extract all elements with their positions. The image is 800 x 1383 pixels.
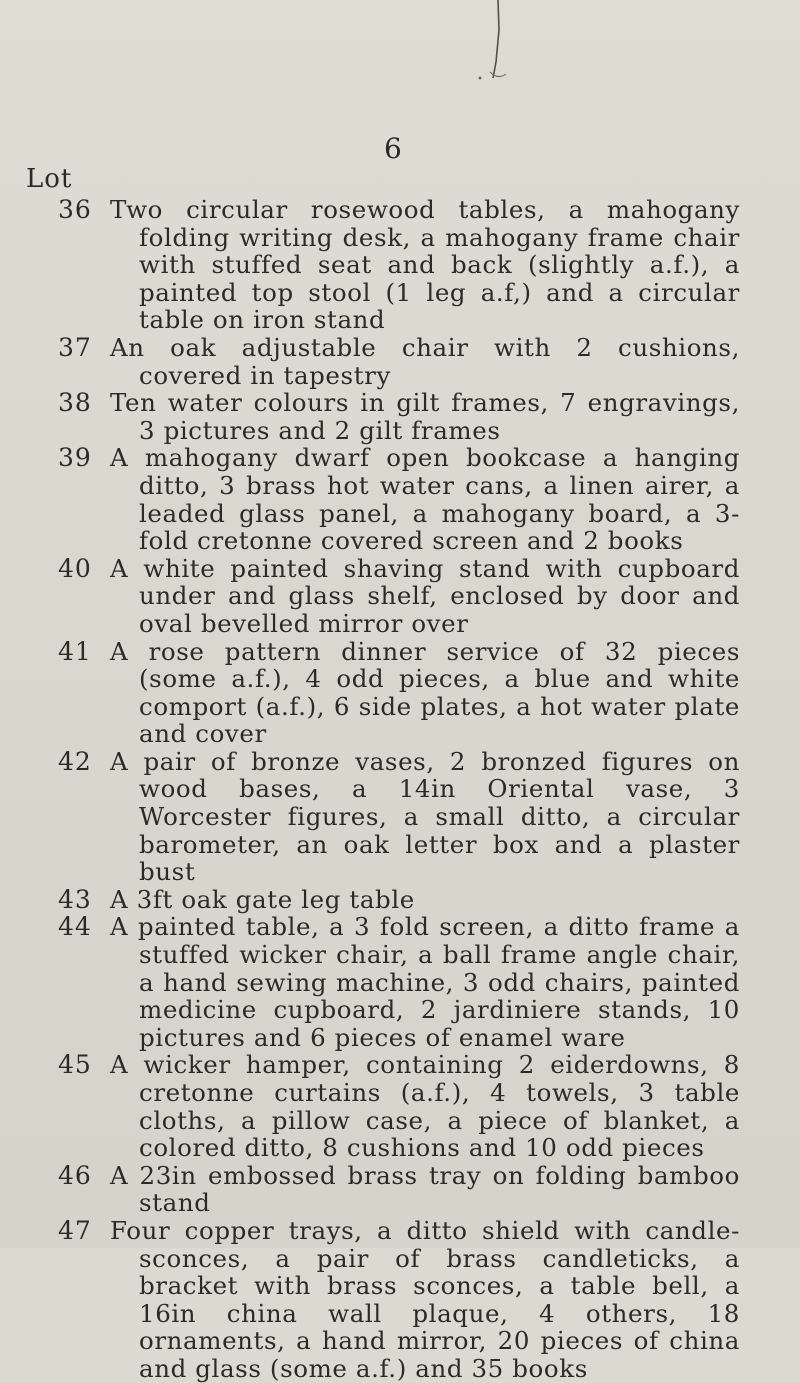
page-number: 6: [384, 132, 403, 165]
lot-description: A wicker hamper, containing 2 eiderdowns, 8 cretonne curtains (a.f.), 4 towels, 3 table cloths, a pillow case, a piece of blanket, a colored ditto, 8 cushions and 10 odd pieces: [110, 1050, 740, 1163]
lot-entry: [0, 444, 800, 554]
lot-entry: [0, 748, 800, 886]
lot-description: A painted table, a 3 fold screen, a ditto frame a stuffed wicker chair, a ball frame angle chair, a hand sewing machine, 3 odd chairs, painted medicine cupboard, 2 jardiniere stands, 10 pictures and 6 pieces of enamel ware: [110, 912, 740, 1052]
lot-description: Two circular rosewood tables, a mahogany folding writing desk, a mahogany frame chair with stuffed seat and back (slightly a.f.), a painted top stool (1 leg a.f,) and a circular table on iron stand: [110, 195, 740, 335]
lot-entry: [0, 638, 800, 748]
lot-number: 43: [58, 884, 92, 914]
lot-description: A pair of bronze vases, 2 bronzed figures on wood bases, a 14in Oriental vase, 3 Worcester figures, a small ditto, a circular barometer, an oak letter box and a plaster bust: [110, 746, 740, 887]
lot-description: An oak adjustable chair with 2 cushions, covered in tapestry: [110, 332, 740, 390]
lot-number: 36: [58, 195, 92, 224]
lot-entry: [0, 1217, 800, 1383]
lot-number: 42: [58, 746, 92, 776]
lot-description: Four copper trays, a ditto shield with candle-sconces, a pair of brass candleticks, a bracket with brass sconces, a table bell, a 16in china wall plaque, 4 others, 18 ornaments, a hand mirror, 20 pieces of china and glass (some a.f.) and 35 books: [110, 1215, 740, 1383]
lot-entry: [0, 389, 800, 444]
lot-entry: [0, 886, 800, 914]
lot-column-header: Lot: [26, 164, 73, 194]
lot-number: 39: [58, 443, 92, 473]
lot-description: A 23in embossed brass tray on folding bamboo stand: [110, 1160, 740, 1218]
lot-list: [0, 196, 800, 1383]
lot-number: 38: [58, 388, 92, 418]
lot-number: 46: [58, 1160, 92, 1190]
lot-description: A white painted shaving stand with cupboard under and glass shelf, enclosed by door and oval bevelled mirror over: [110, 553, 740, 638]
lot-entry: [0, 913, 800, 1051]
lot-entry: [0, 334, 800, 389]
lot-description: A rose pattern dinner service of 32 pieces (some a.f.), 4 odd pieces, a blue and white comport (a.f.), 6 side plates, a hot water plate and cover: [110, 636, 740, 749]
lot-entry: [0, 555, 800, 638]
paper-mark: [468, 0, 528, 90]
lot-description: A 3ft oak gate leg table: [110, 884, 415, 914]
lot-number: 45: [58, 1050, 92, 1080]
lot-entry: [0, 1051, 800, 1161]
lot-entry: [0, 196, 800, 334]
lot-entry: [0, 1162, 800, 1217]
lot-number: 41: [58, 636, 92, 666]
lot-number: 37: [58, 332, 92, 362]
lot-number: 40: [58, 553, 92, 583]
lot-description: A mahogany dwarf open bookcase a hanging ditto, 3 brass hot water cans, a linen airer, a leaded glass panel, a mahogany board, a 3-fold cretonne covered screen and 2 books: [110, 443, 740, 556]
lot-number: 47: [58, 1215, 92, 1245]
lot-description: Ten water colours in gilt frames, 7 engravings, 3 pictures and 2 gilt frames: [110, 388, 740, 445]
lot-number: 44: [58, 912, 92, 942]
